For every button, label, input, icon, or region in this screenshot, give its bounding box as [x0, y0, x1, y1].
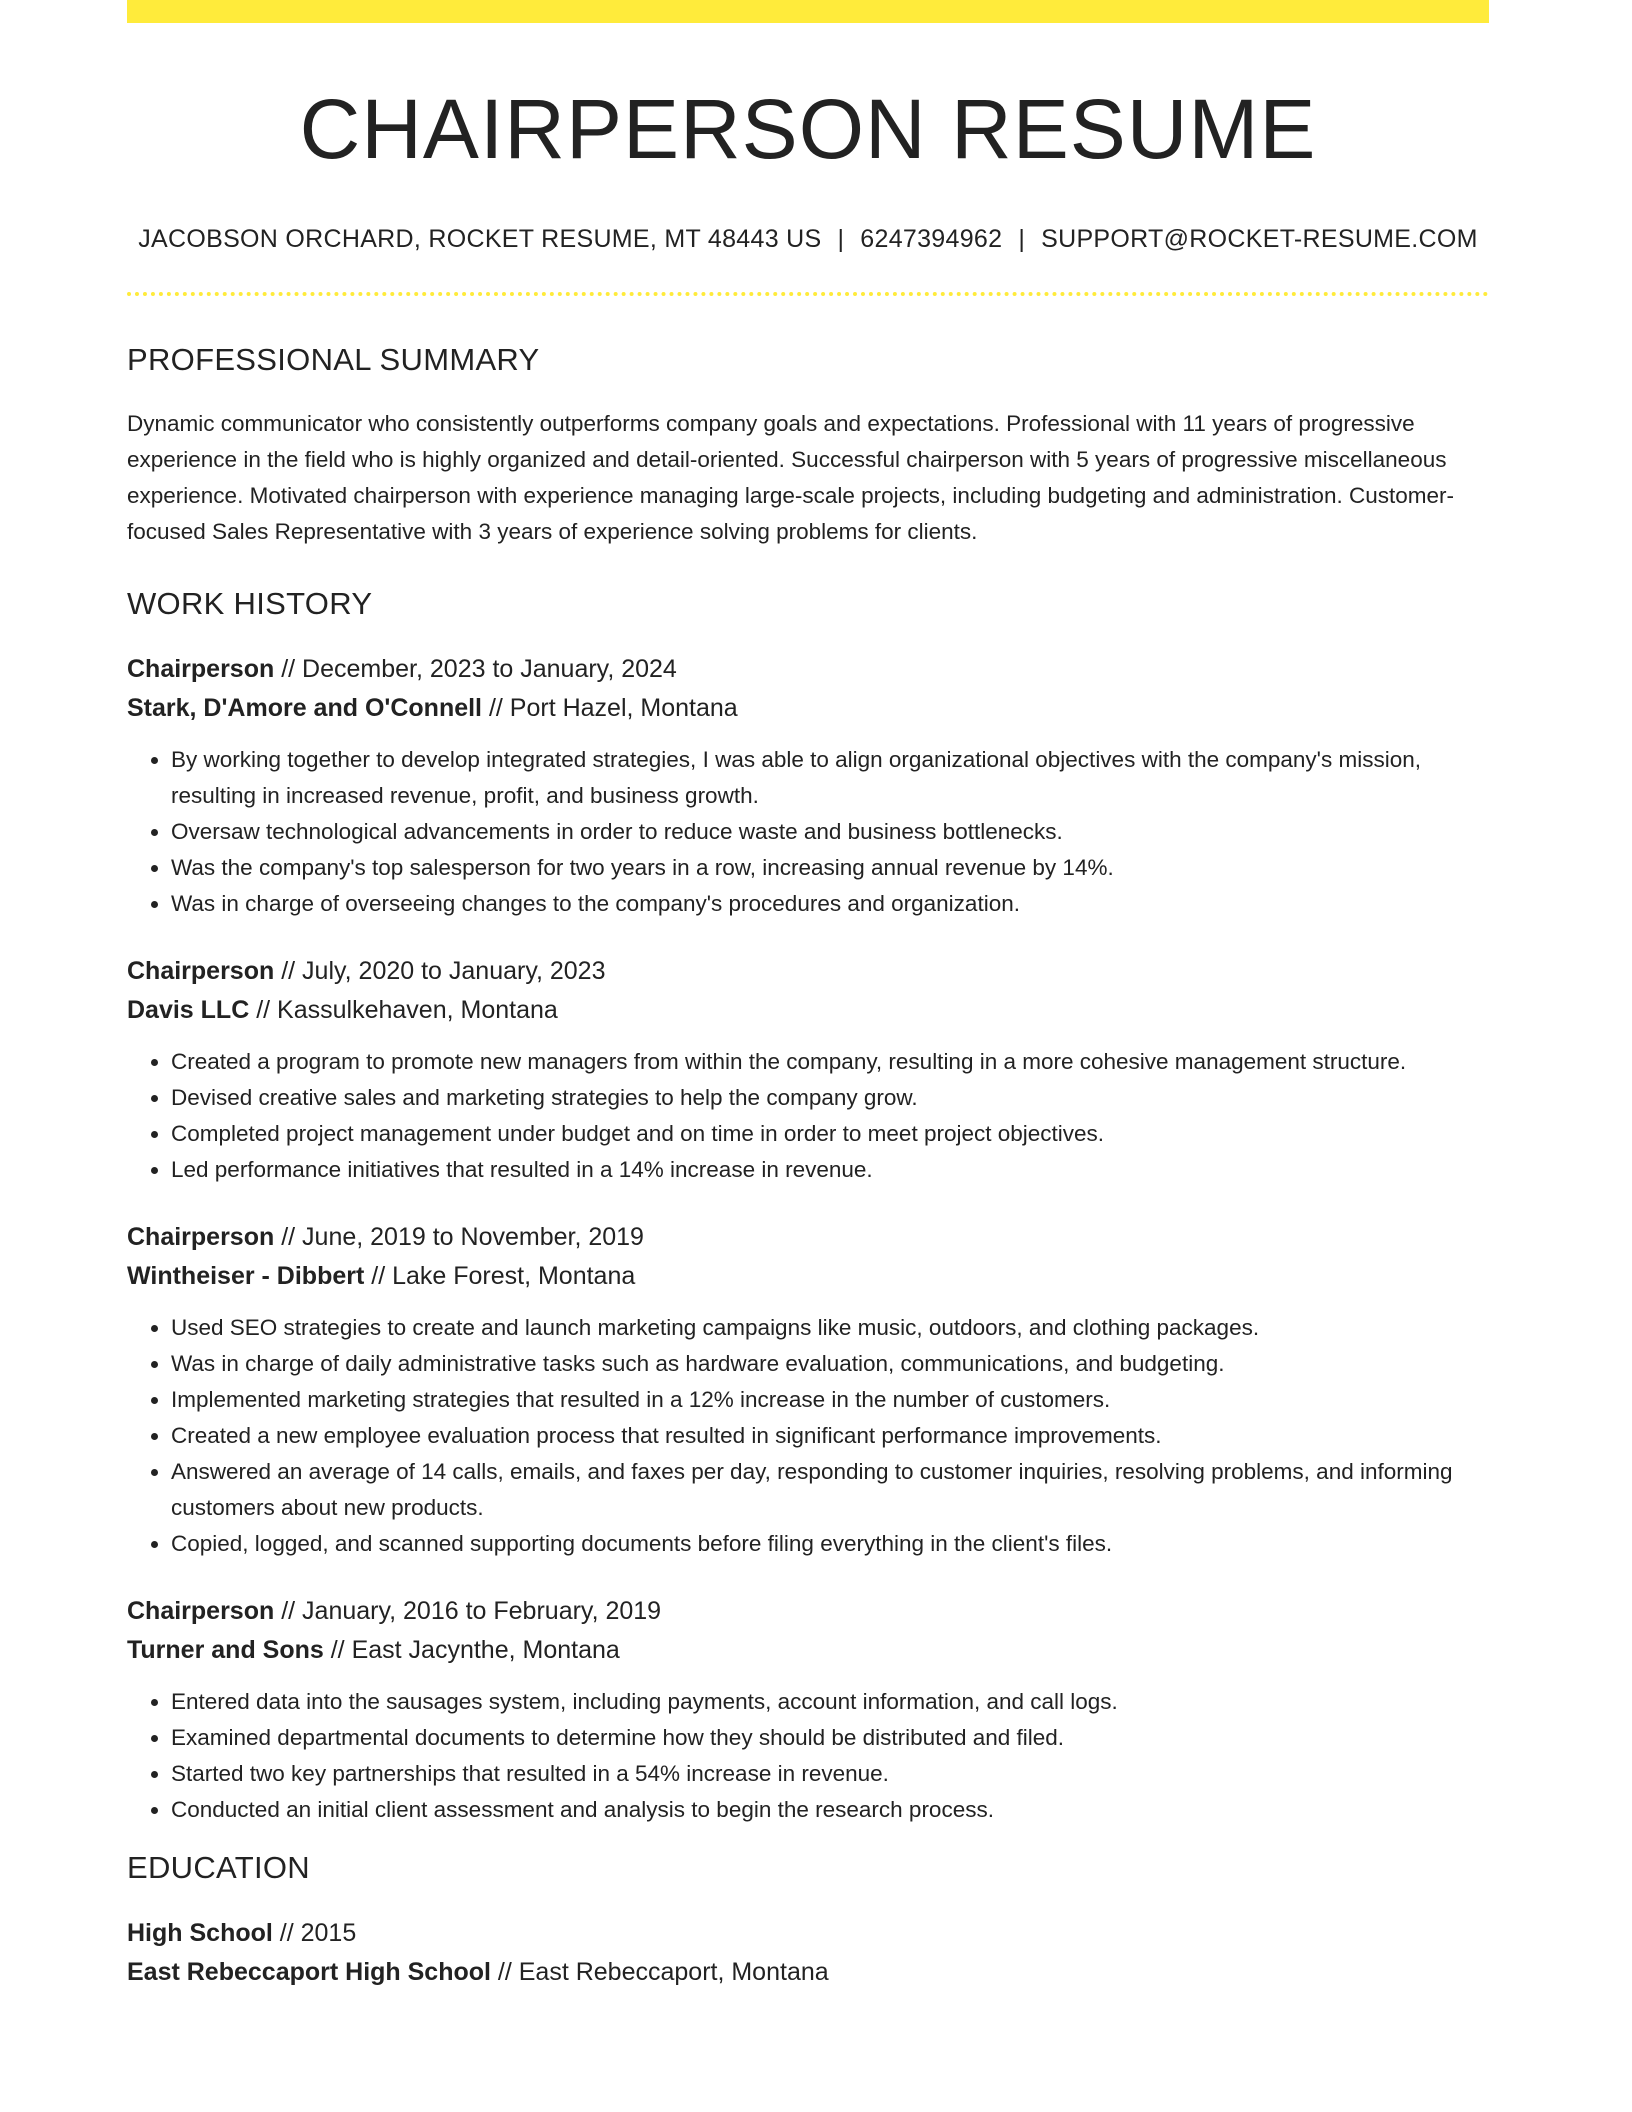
- job-entry: [127, 650, 1489, 922]
- job-dates: // December, 2023 to January, 2024: [274, 655, 677, 684]
- job-title: Chairperson: [127, 957, 275, 986]
- job-bullets: [127, 742, 1489, 922]
- job-company-line: [127, 1631, 1489, 1670]
- dotted-divider: [127, 292, 1489, 296]
- resume-title: CHAIRPERSON RESUME: [299, 82, 1317, 176]
- job-bullet: • Created a new employee evaluation process that resulted in significant performance improvements.: [171, 1418, 1489, 1454]
- job-dates: // January, 2016 to February, 2019: [274, 1597, 662, 1626]
- job-bullet: • By working together to develop integrated strategies, I was able to align organizational objectives with the company's mission, resulting in increased revenue, profit, and business growth.: [171, 742, 1489, 814]
- job-company: Davis LLC: [127, 996, 250, 1025]
- job-title: Chairperson: [127, 1597, 275, 1626]
- work-history-heading: WORK HISTORY: [127, 586, 373, 622]
- job-bullet: • Conducted an initial client assessment and analysis to begin the research process.: [171, 1792, 1489, 1828]
- job-title-line: [127, 952, 1489, 991]
- education-heading: EDUCATION: [127, 1850, 310, 1886]
- job-title-line: [127, 1592, 1489, 1631]
- job-bullet: • Copied, logged, and scanned supporting documents before filing everything in the client's files.: [171, 1526, 1489, 1562]
- job-bullet: • Was the company's top salesperson for two years in a row, increasing annual revenue by 14%.: [171, 850, 1489, 886]
- job-bullets: [127, 1684, 1489, 1828]
- job-title: Chairperson: [127, 1223, 275, 1252]
- job-company: Stark, D'Amore and O'Connell: [127, 694, 483, 723]
- summary-heading: PROFESSIONAL SUMMARY: [127, 342, 540, 378]
- education-entry: [127, 1914, 1489, 1992]
- job-bullet: • Examined departmental documents to determine how they should be distributed and filed.: [171, 1720, 1489, 1756]
- resume-page: [127, 0, 1489, 1992]
- job-bullet: • Was in charge of overseeing changes to the company's procedures and organization.: [171, 886, 1489, 922]
- education-year: // 2015: [272, 1919, 357, 1948]
- summary-text: Dynamic communicator who consistently outperforms company goals and expectations. Professional with 11 years of progressive experience in the field who is highly organized and detail-oriented. Successful chairperson with 5 years of progressive miscellaneous experience. Motivated chairperson with experience managing large-scale projects, including budgeting and administration. Customer-focused Sales Representative with 3 years of experience solving problems for clients.: [127, 411, 1454, 545]
- job-entry: [127, 1218, 1489, 1562]
- job-company-line: [127, 1257, 1489, 1296]
- job-location: // Lake Forest, Montana: [364, 1262, 636, 1291]
- job-title: Chairperson: [127, 655, 275, 684]
- job-company: Wintheiser - Dibbert: [127, 1262, 365, 1291]
- job-company-line: [127, 689, 1489, 728]
- job-bullet: • Started two key partnerships that resulted in a 54% increase in revenue.: [171, 1756, 1489, 1792]
- job-bullet: • Implemented marketing strategies that resulted in a 12% increase in the number of customers.: [171, 1382, 1489, 1418]
- job-entry: [127, 952, 1489, 1188]
- education-school: East Rebeccaport High School: [127, 1958, 491, 1987]
- contact-separator: |: [837, 225, 845, 254]
- job-bullet: • Led performance initiatives that resulted in a 14% increase in revenue.: [171, 1152, 1489, 1188]
- job-bullet: • Entered data into the sausages system, including payments, account information, and call logs.: [171, 1684, 1489, 1720]
- job-entry: [127, 1592, 1489, 1828]
- job-bullets: [127, 1044, 1489, 1188]
- job-title-line: [127, 1218, 1489, 1257]
- contact-separator: |: [1018, 225, 1026, 254]
- job-location: // Kassulkehaven, Montana: [249, 996, 558, 1025]
- contact-address: JACOBSON ORCHARD, ROCKET RESUME, MT 48443 US: [138, 225, 822, 254]
- education-location: // East Rebeccaport, Montana: [490, 1958, 829, 1987]
- job-title-line: [127, 650, 1489, 689]
- job-company-line: [127, 991, 1489, 1030]
- job-bullet: • Oversaw technological advancements in order to reduce waste and business bottlenecks.: [171, 814, 1489, 850]
- job-dates: // June, 2019 to November, 2019: [274, 1223, 644, 1252]
- job-bullet: • Used SEO strategies to create and launch marketing campaigns like music, outdoors, and clothing packages.: [171, 1310, 1489, 1346]
- education-degree: High School: [127, 1919, 273, 1948]
- job-bullet: • Completed project management under budget and on time in order to meet project objectives.: [171, 1116, 1489, 1152]
- contact-line: [127, 225, 1489, 254]
- education-school-line: [127, 1953, 1489, 1992]
- contact-email: SUPPORT@ROCKET-RESUME.COM: [1041, 225, 1478, 254]
- contact-phone: 6247394962: [860, 225, 1003, 254]
- job-company: Turner and Sons: [127, 1636, 324, 1665]
- job-bullet: • Was in charge of daily administrative tasks such as hardware evaluation, communications, and budgeting.: [171, 1346, 1489, 1382]
- job-bullet: • Answered an average of 14 calls, emails, and faxes per day, responding to customer inquiries, resolving problems, and informing customers about new products.: [171, 1454, 1489, 1526]
- job-bullets: [127, 1310, 1489, 1562]
- education-degree-line: [127, 1914, 1489, 1953]
- job-dates: // July, 2020 to January, 2023: [274, 957, 606, 986]
- job-bullet: • Devised creative sales and marketing strategies to help the company grow.: [171, 1080, 1489, 1116]
- job-location: // East Jacynthe, Montana: [323, 1636, 620, 1665]
- accent-top-bar: [127, 0, 1489, 23]
- job-bullet: • Created a program to promote new managers from within the company, resulting in a more cohesive management structure.: [171, 1044, 1489, 1080]
- job-location: // Port Hazel, Montana: [482, 694, 738, 723]
